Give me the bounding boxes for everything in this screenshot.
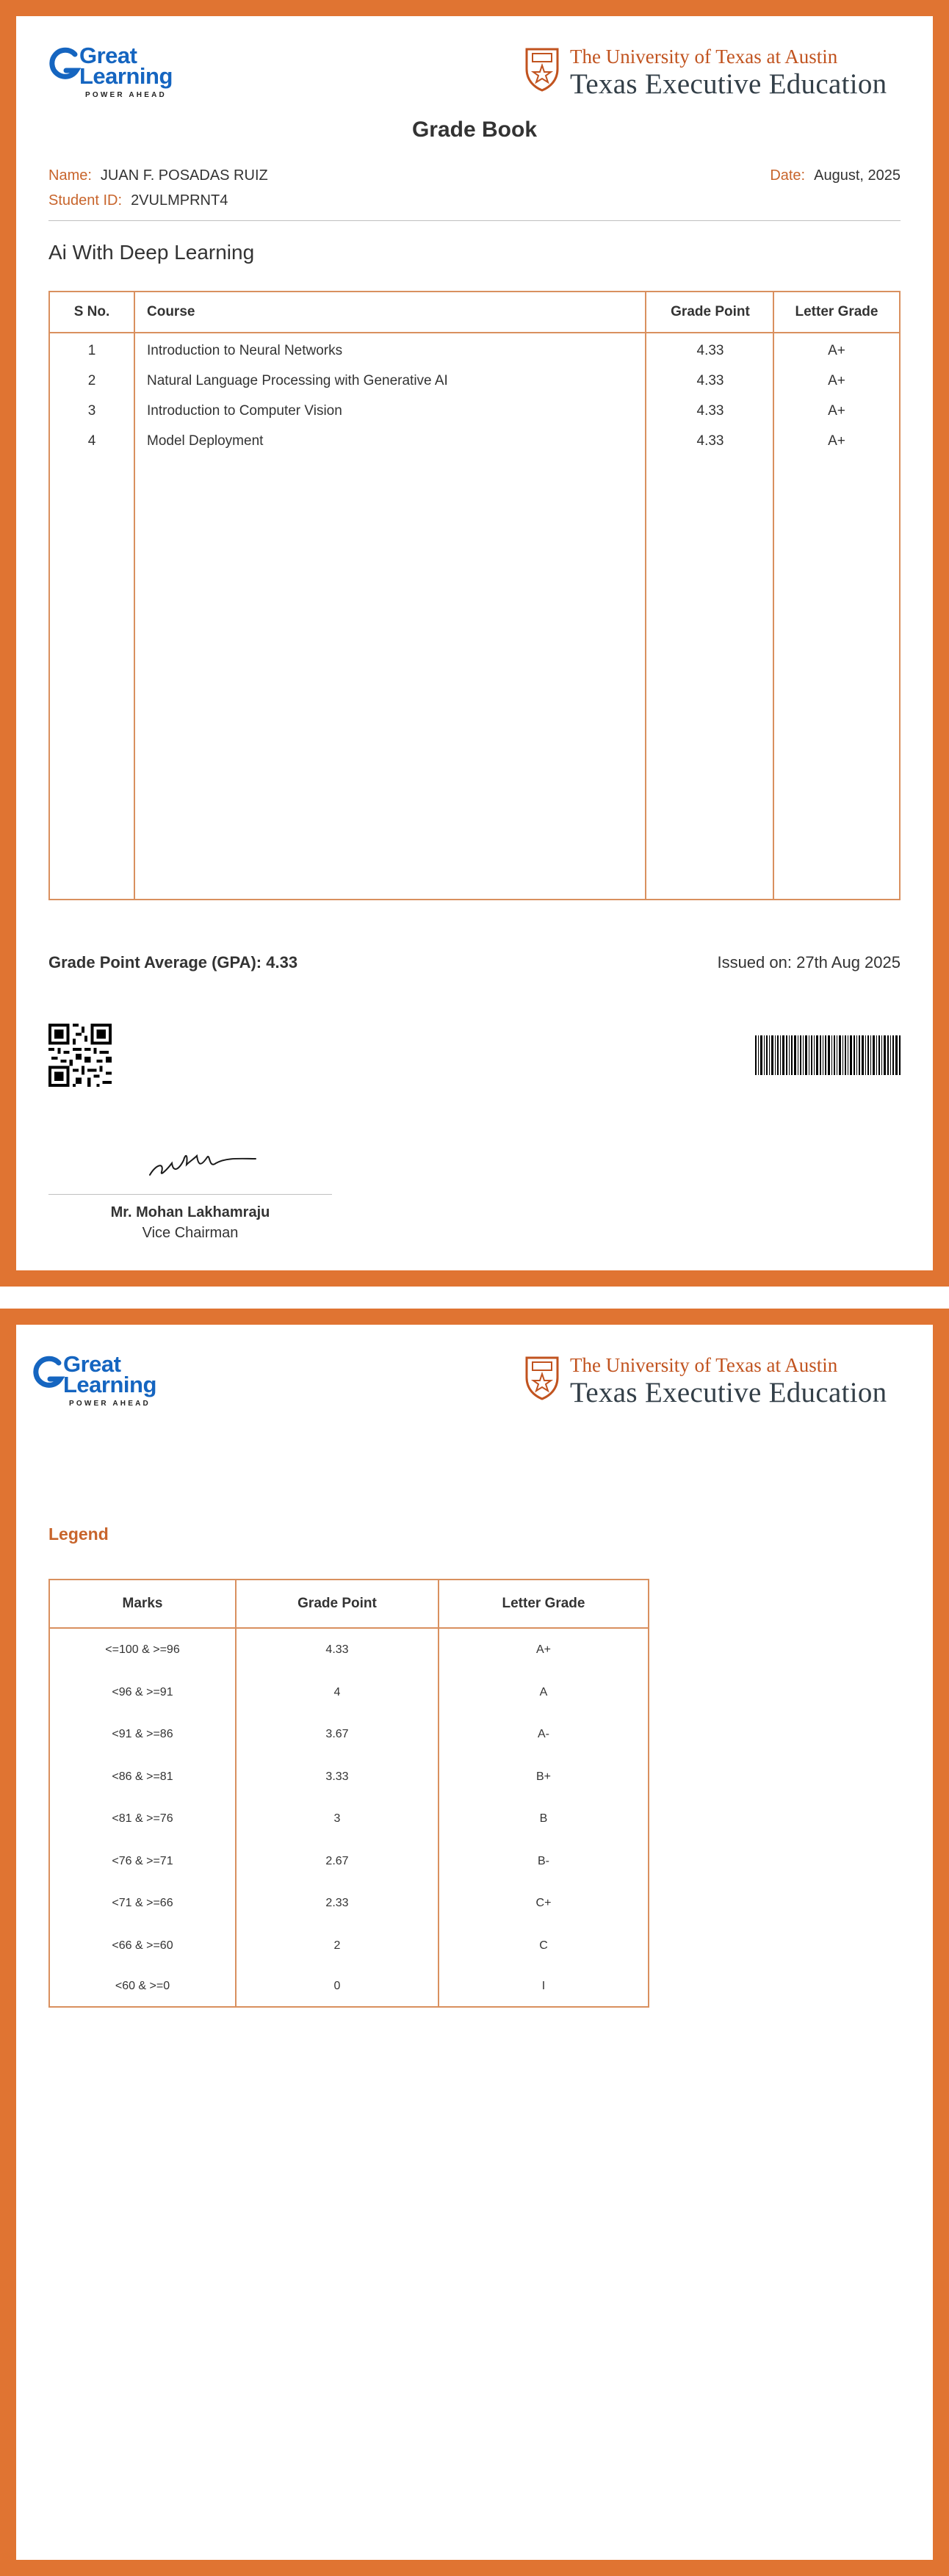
legend-marks: <66 & >=60 (112, 1939, 173, 1952)
legend-header-grade-point: Grade Point (297, 1596, 377, 1611)
legend-grade-point: 3 (333, 1812, 341, 1825)
legend-marks: <96 & >=91 (112, 1685, 173, 1698)
row-course: Introduction to Computer Vision (147, 403, 342, 419)
row-course: Introduction to Neural Networks (147, 343, 343, 358)
ut-logo-exec-ed: Texas Executive Education (570, 1377, 887, 1408)
legend-marks: <60 & >=0 (115, 1980, 170, 1992)
row-grade-point: 4.33 (696, 373, 724, 388)
legend-marks: <=100 & >=96 (105, 1643, 180, 1656)
ut-shield-icon (524, 1356, 560, 1401)
row-sno: 1 (87, 343, 96, 358)
legend-grade-point: 2.33 (325, 1897, 349, 1909)
signatory-title: Vice Chairman (142, 1225, 239, 1241)
legend-letter-grade: C (539, 1939, 548, 1952)
student-name-label: Name: (48, 167, 92, 184)
legend-grade-point: 2.67 (325, 1854, 349, 1867)
great-learning-logo (32, 1353, 179, 1411)
issued-date: Issued on: 27th Aug 2025 (717, 953, 901, 972)
row-letter-grade: A+ (828, 403, 845, 419)
table-row (50, 1798, 648, 1840)
legend-letter-grade: B (539, 1812, 548, 1825)
ut-logo-university-name: The University of Texas at Austin (570, 46, 838, 68)
table-row (50, 1671, 648, 1714)
legend-letter-grade: A+ (535, 1643, 551, 1656)
legend-marks: <81 & >=76 (112, 1812, 173, 1825)
table-row (50, 1882, 648, 1925)
issue-date (770, 167, 901, 184)
row-sno: 2 (87, 373, 96, 388)
grade-book-page (0, 0, 949, 1287)
table-row (50, 427, 899, 456)
legend-marks: <76 & >=71 (112, 1854, 173, 1867)
row-sno: 4 (87, 433, 96, 449)
ut-logo-university-name: The University of Texas at Austin (570, 1354, 838, 1376)
table-row (50, 1965, 648, 2008)
gl-logo-word-learning: Learning (79, 63, 173, 89)
row-letter-grade: A+ (828, 373, 845, 388)
legend-letter-grade: B+ (535, 1770, 551, 1783)
table-row (50, 1840, 648, 1883)
column-header-course: Course (147, 304, 195, 319)
student-id-value: 2VULMPRNT4 (131, 192, 228, 209)
ut-austin-logo (520, 44, 902, 103)
table-row (50, 1925, 648, 1967)
header-divider (48, 220, 901, 221)
legend-grade-point: 2 (333, 1939, 341, 1952)
table-row (50, 1756, 648, 1798)
legend-table (48, 1579, 649, 2008)
legend-marks: <71 & >=66 (112, 1897, 173, 1909)
great-learning-g-icon (32, 1356, 65, 1394)
barcode-icon (755, 1035, 901, 1075)
grade-book-sheet (16, 16, 933, 1270)
table-row (50, 336, 899, 366)
row-grade-point: 4.33 (696, 403, 724, 419)
gl-logo-word-great: Great (79, 43, 137, 68)
column-header-sno: S No. (73, 304, 110, 319)
legend-header-letter-grade: Letter Grade (502, 1596, 585, 1611)
legend-header-marks: Marks (122, 1596, 163, 1611)
legend-grade-point: 4.33 (325, 1643, 349, 1656)
ut-austin-logo (520, 1353, 902, 1411)
legend-grade-point: 4 (333, 1685, 341, 1698)
program-name: Ai With Deep Learning (48, 241, 255, 264)
page-title: Grade Book (411, 117, 538, 142)
great-learning-g-icon (48, 47, 81, 85)
row-grade-point: 4.33 (696, 433, 724, 449)
legend-letter-grade: B- (538, 1854, 549, 1867)
student-id (48, 192, 228, 209)
table-row (50, 1713, 648, 1756)
grade-table-header-divider (50, 332, 899, 333)
legend-letter-grade: I (541, 1980, 546, 1992)
signature-line (48, 1194, 332, 1195)
gl-logo-tagline: POWER AHEAD (69, 1400, 151, 1408)
table-row (50, 366, 899, 396)
signatory-name: Mr. Mohan Lakhamraju (110, 1204, 270, 1220)
legend-letter-grade: C+ (535, 1897, 552, 1909)
gl-logo-tagline: POWER AHEAD (85, 91, 167, 99)
row-course: Model Deployment (147, 433, 264, 449)
column-header-letter-grade: Letter Grade (795, 304, 878, 319)
legend-title: Legend (48, 1524, 109, 1544)
legend-marks: <86 & >=81 (112, 1770, 173, 1783)
gl-logo-word-learning: Learning (63, 1372, 156, 1397)
legend-grade-point: 3.33 (325, 1770, 349, 1783)
row-letter-grade: A+ (828, 433, 845, 449)
date-value: August, 2025 (814, 167, 901, 184)
legend-grade-point: 0 (333, 1980, 341, 1992)
table-row (50, 397, 899, 426)
legend-letter-grade: A- (538, 1728, 549, 1740)
row-letter-grade: A+ (828, 343, 845, 358)
row-course: Natural Language Processing with Generative AI (147, 373, 448, 388)
date-label: Date: (770, 167, 806, 184)
student-name (48, 167, 268, 184)
legend-marks: <91 & >=86 (112, 1728, 173, 1740)
signature-icon (145, 1140, 263, 1184)
row-sno: 3 (87, 403, 96, 419)
grade-table (48, 291, 901, 900)
column-header-grade-point: Grade Point (671, 304, 750, 319)
qr-code-icon (48, 1024, 112, 1087)
student-name-value: JUAN F. POSADAS RUIZ (100, 167, 268, 184)
gpa-summary: Grade Point Average (GPA): 4.33 (48, 953, 298, 972)
gl-logo-word-great: Great (63, 1351, 121, 1377)
student-id-label: Student ID: (48, 192, 123, 209)
great-learning-logo (48, 44, 195, 103)
ut-logo-exec-ed: Texas Executive Education (570, 68, 887, 100)
legend-letter-grade: A (539, 1685, 548, 1698)
legend-grade-point: 3.67 (325, 1728, 349, 1740)
row-grade-point: 4.33 (696, 343, 724, 358)
table-row (50, 1629, 648, 1671)
ut-shield-icon (524, 47, 560, 93)
